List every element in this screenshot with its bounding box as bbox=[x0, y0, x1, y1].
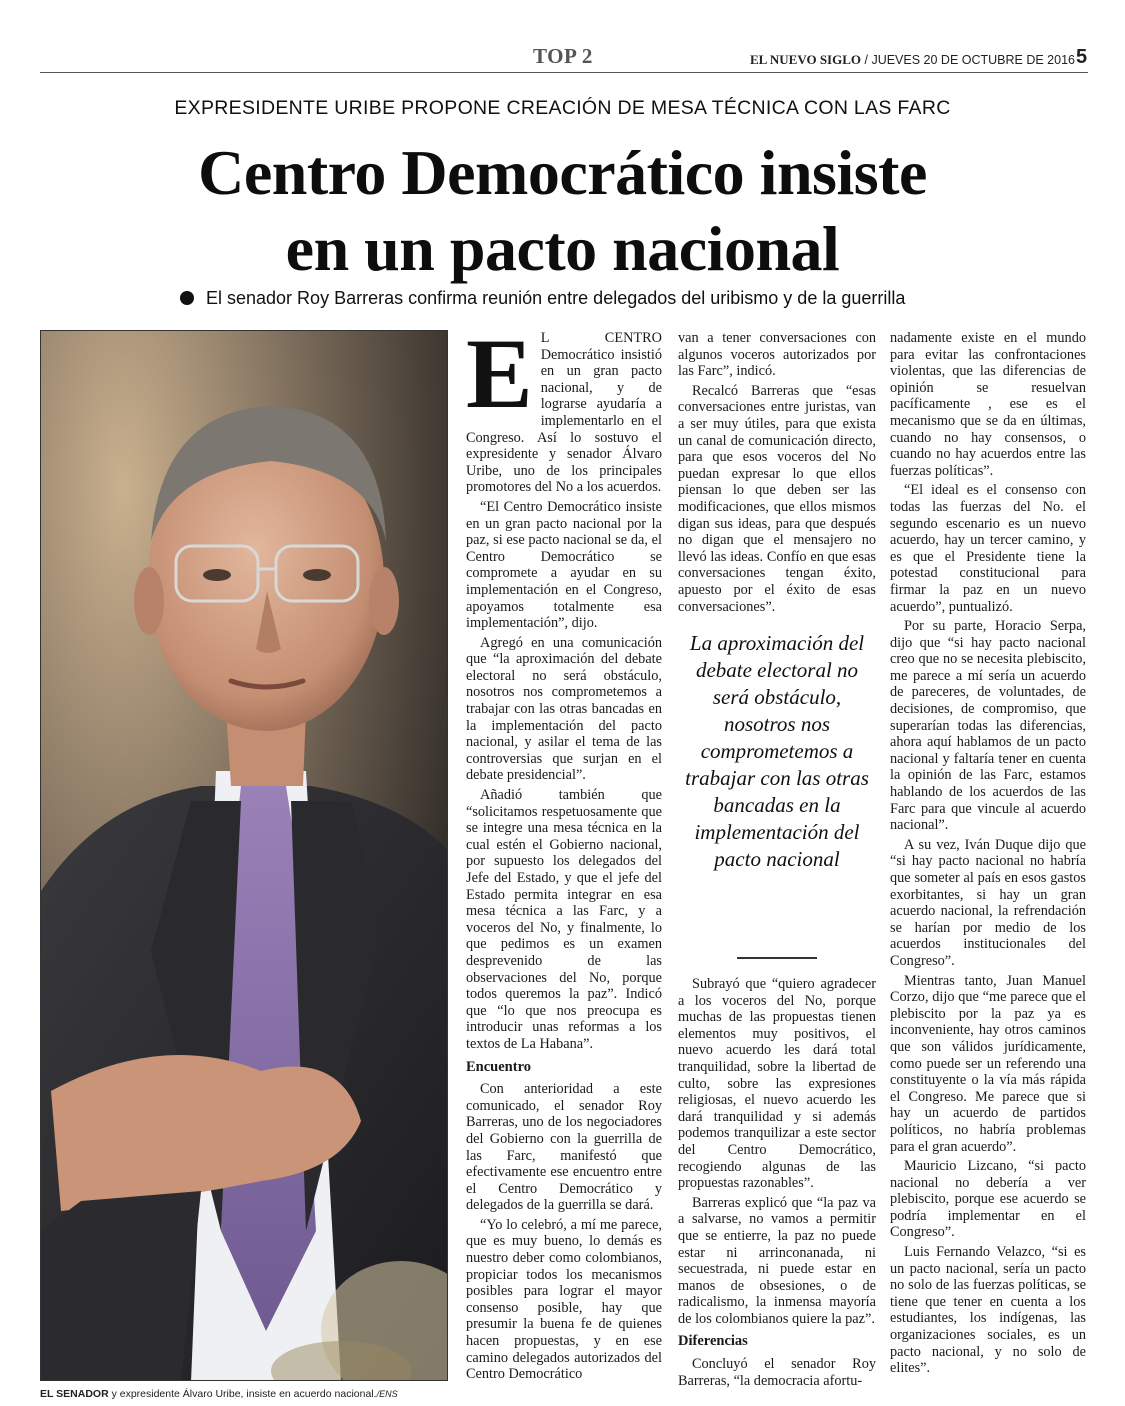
paragraph: van a tener conversaciones con algunos voceros autorizados por las Farc”, indicó. bbox=[678, 330, 876, 380]
article-column-3 bbox=[890, 330, 1086, 1380]
masthead bbox=[750, 52, 1075, 68]
subhead-encuentro: Encuentro bbox=[466, 1058, 531, 1075]
deck-text: El senador Roy Barreras confirma reunión entre delegados del uribismo y de la guerrilla bbox=[206, 288, 906, 308]
paragraph: Subrayó que “quiero agradecer a los voceros del No, porque muchas de las propuestas tienen elementos muy positivos, el nuevo acuerdo les dará total tranquilidad, sobre la libertad de culto, sobre las expresiones religiosas, el nuevo acuerdo les dará tranquilidad y si además podemos tranquilizar a este sector del Centro Democrático, recogiendo algunas de las propuestas razonables”. bbox=[678, 976, 876, 1192]
pull-quote-rule bbox=[737, 957, 817, 959]
headline-line-2: en un pacto nacional bbox=[285, 213, 840, 284]
paragraph: “El ideal es el consenso con todas las fuerzas del No. el segundo escenario es un nuevo acuerdo, hay un tercer camino, y es que el Presidente tiene la potestad constitucional para firmar la paz en un nuevo acuerdo”, puntualizó. bbox=[890, 482, 1086, 615]
paragraph: Barreras explicó que “la paz va a salvarse, no vamos a permitir que se entierre, la paz no puede estar ni arrinconanada, ni secuestrada, ni puede estar en manos de obsesiones, o de radicalismo, la inmensa mayoría de los colombianos quiere la paz”. bbox=[678, 1194, 876, 1327]
drop-cap: E bbox=[466, 318, 533, 429]
paper-name: EL NUEVO SIGLO bbox=[750, 52, 862, 67]
caption-lead: EL SENADOR bbox=[40, 1388, 109, 1400]
paragraph: Con anterioridad a este comunicado, el senador Roy Barreras, uno de los negociadores del Gobierno con la guerrilla de las Farc, manifestó que efectivamente ese encuentro entre el Centro Democrático y delegados de la guerrilla se dará. bbox=[466, 1081, 662, 1214]
caption-text: y expresidente Álvaro Uribe, insiste en acuerdo nacional. bbox=[108, 1388, 377, 1400]
paragraph: A su vez, Iván Duque dijo que “si hay pacto nacional no habría que someter al país en esos gastos exorbitantes, si hay un gran acuerdo nacional, la refrendación se harían por medio de los acuerdos institucionales del Congreso”. bbox=[890, 836, 1086, 969]
header-rule bbox=[40, 72, 1088, 73]
kicker: EXPRESIDENTE URIBE PROPONE CREACIÓN DE MESA TÉCNICA CON LAS FARC bbox=[174, 97, 951, 119]
article-column-2-top bbox=[678, 330, 876, 618]
paragraph: Mauricio Lizcano, “si pacto nacional no debería a ver plebiscito, porque ese acuerdo se podría implementar en el Congreso”. bbox=[890, 1158, 1086, 1241]
paragraph: Añadió también que “solicitamos respetuosamente que se integre una mesa técnica en la cual estén el Gobierno nacional, por supuesto los delegados del Jefe del Estado, y que el jefe del Estado permita integrar en esa mesa técnica a las Farc, y a voceros del No, y finalmente, lo que pedimos es un examen desprevenido de las observaciones del No, porque todos queremos la paz”. Indicó que “lo que nos preocupa es introducir unas reformas a los textos de La Habana”. bbox=[466, 787, 662, 1052]
article-column-2-bottom bbox=[678, 976, 876, 1392]
issue-date: / JUEVES 20 DE OCTUBRE DE 2016 bbox=[864, 53, 1075, 67]
pull-quote: La aproximación del debate electoral no será obstáculo, nosotros nos comprometemos a trabajar con las otras bancadas en la implementación del pacto nacional bbox=[685, 631, 869, 871]
section-label: TOP 2 bbox=[533, 44, 593, 68]
subhead-diferencias: Diferencias bbox=[678, 1333, 748, 1350]
paragraph: Por su parte, Horacio Serpa, dijo que “si hay pacto nacional creo que no se necesita plebiscito, me parece a mí sería un acuerdo de pareceres, de voluntades, de decisiones, de compromiso, que superarían todas las diferencias, ahora aquí hablamos de un pacto nacional y faltaría tener en cuenta la opinión de las Farc, estamos hablando de los acuerdos de las Farc para que vincule al acuerdo nacional”. bbox=[890, 618, 1086, 834]
paragraph: Agregó en una comunicación que “la aproximación del debate electoral no será obstáculo, nosotros nos comprometemos a trabajar con las otras bancadas en la implementación del pacto nacional, y asilar el tema de las controversias que surjan en el debate presidencial”. bbox=[466, 634, 662, 784]
paragraph: L CENTRO Democrático insistió en un gran pacto nacional, y de lograrse ayudaría a implementarlo en el Congreso. Así lo sostuvo el expresidente y senador Álvaro Uribe, uno de los principales promotores del No a los acuerdos. bbox=[466, 330, 662, 496]
portrait-illustration bbox=[41, 331, 448, 1381]
article-photo bbox=[40, 330, 448, 1381]
paragraph: Recalcó Barreras que “esas conversaciones entre juristas, van a ser muy útiles, para que exista un canal de comunicación directo, para que esos voceros del No puedan expresar lo que ellos piensan lo que deben ser las modificaciones, que ellos mismos digan sus ideas, para que después no digan que el mensajero no llevó las ideas. Confío en que esas conversaciones tengan éxito, apuesto por el éxito de esas conversaciones”. bbox=[678, 382, 876, 615]
photo-credit: /ENS bbox=[376, 1389, 398, 1399]
deck bbox=[180, 288, 905, 309]
article-column-1 bbox=[466, 318, 662, 1386]
paragraph: Mientras tanto, Juan Manuel Corzo, dijo que “me parece que el plebiscito por la paz ya es inconveniente, hay otros caminos que son válidos jurídicamente, como puede ser un referendo una constituyente o la vía más rápida el Congreso. Me parece que si hay un acuerdo de partidos políticos, no habría problemas para el gran acuerdo”. bbox=[890, 972, 1086, 1155]
headline-line-1: Centro Democrático insiste bbox=[198, 137, 927, 208]
bullet-icon bbox=[180, 291, 194, 305]
paragraph: Concluyó el senador Roy Barreras, “la democracia afortu- bbox=[678, 1356, 876, 1389]
headline bbox=[0, 135, 1125, 287]
paragraph: “Yo lo celebró, a mí me parece, que es muy bueno, lo demás es nuestro deber como colombianos, propiciar todos los mecanismos posibles para lograr el mayor consenso posible, hay que presumir la buena fe de quienes hacen propuestas, y en ese camino delegados autorizados del Centro Democrático bbox=[466, 1216, 662, 1383]
page-number: 5 bbox=[1076, 46, 1088, 68]
paragraph: nadamente existe en el mundo para evitar las confrontaciones violentas, que las diferencias de opinión se resuelvan pacíficamente , ese es el mecanismo que se da en últimas, cuando no hay consensos, o cuando no hay acuerdos entre las fuerzas políticas”. bbox=[890, 330, 1086, 479]
paragraph: “El Centro Democrático insiste en un gran pacto nacional por la paz, si ese pacto nacional se da, el Centro Democrático se compromete a ayudar en su implementación en el Congreso, apoyamos totalmente esa implementación”, dijo. bbox=[466, 498, 662, 632]
paragraph: Luis Fernando Velazco, “si es un pacto nacional, sería un pacto no solo de las fuerzas políticas, se tiene que tener en cuenta a los estudiantes, los indígenas, las organizaciones sociales, es un pacto nacional, y no solo de elites”. bbox=[890, 1244, 1086, 1377]
photo-caption bbox=[40, 1388, 398, 1400]
